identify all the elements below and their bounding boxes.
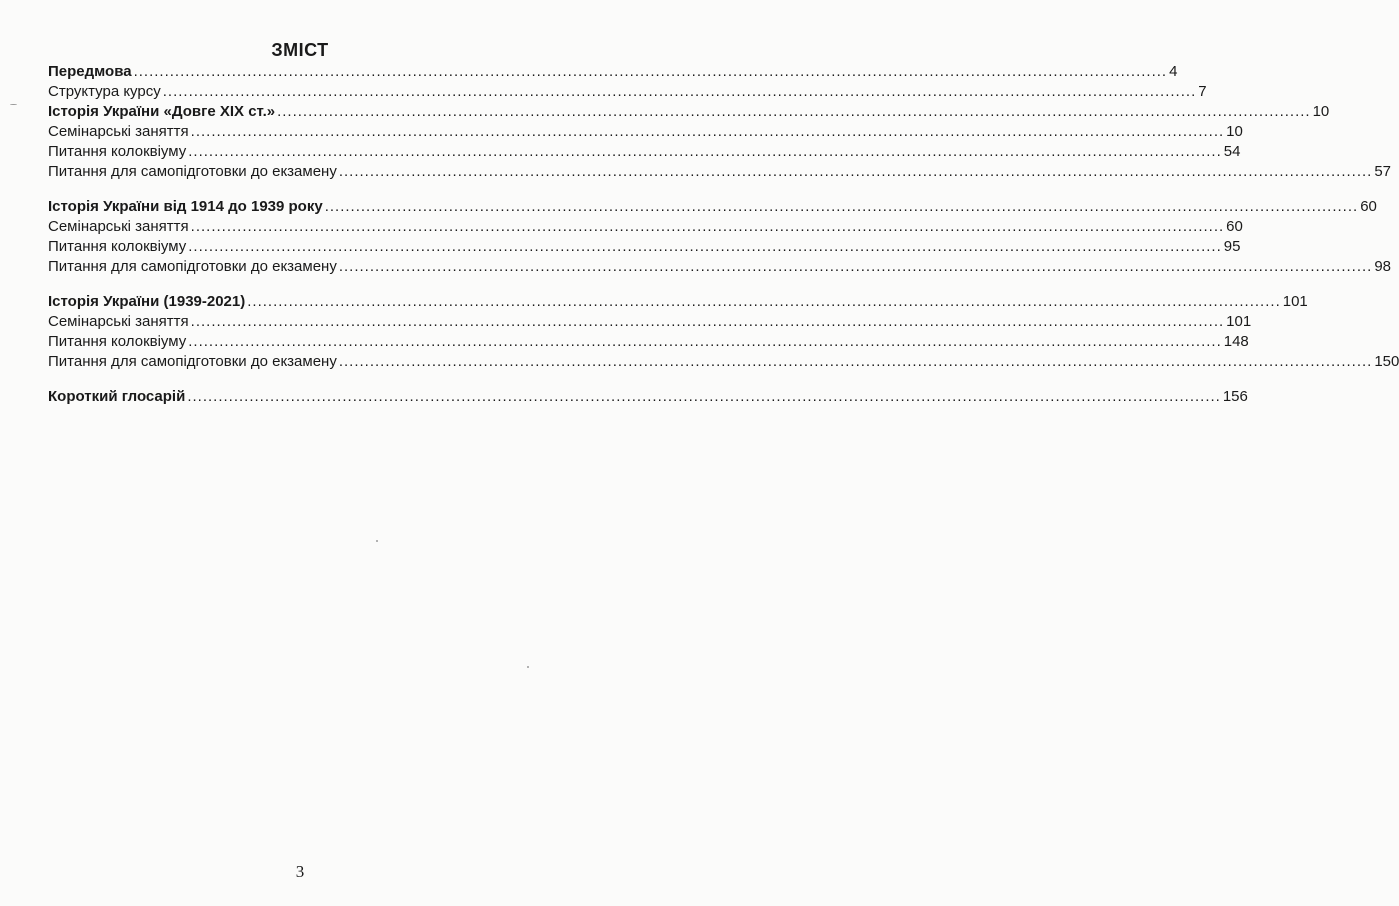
toc-leader-dots: ........................................................................................................................................................................................................ [247, 293, 1281, 310]
toc-entry-section-1 [48, 102, 1330, 122]
toc-entry-page: 95 [1223, 238, 1241, 255]
toc-entry-page: 57 [1374, 163, 1392, 180]
toc-leader-dots: ........................................................................................................................................................................................................ [338, 163, 1373, 180]
toc-leader-dots: ........................................................................................................................................................................................................ [324, 198, 1359, 215]
toc-entry-label: Семінарські заняття [48, 123, 189, 140]
toc-entry-colloquium-3 [48, 332, 1249, 352]
toc-entry-seminars-2 [48, 217, 1243, 237]
toc-leader-dots: ........................................................................................................................................................................................................ [190, 218, 1225, 235]
toc-entry-glossary [48, 387, 1248, 407]
toc-entry-section-3 [48, 292, 1308, 312]
toc-entry-label: Короткий глосарій [48, 388, 186, 405]
toc-entry-page: 150 [1374, 353, 1399, 370]
toc-entry-page: 60 [1226, 218, 1243, 235]
toc-entry-label: Історія України (1939-2021) [48, 293, 246, 310]
toc-entry-label: Історія України від 1914 до 1939 року [48, 198, 323, 215]
toc-entry-preface [48, 62, 1178, 82]
toc-leader-dots: ........................................................................................................................................................................................................ [133, 63, 1168, 80]
table-of-contents [48, 62, 1399, 407]
page-title: ЗМІСТ [271, 40, 329, 60]
toc-entry-seminars-1 [48, 122, 1243, 142]
toc-entry-label: Питання для самопідготовки до екзамену [48, 258, 337, 275]
toc-entry-colloquium-2 [48, 237, 1241, 257]
toc-entry-page: 156 [1222, 388, 1248, 405]
toc-entry-colloquium-1 [48, 142, 1241, 162]
toc-entry-page: 54 [1223, 143, 1241, 160]
toc-entry-page: 101 [1282, 293, 1308, 310]
toc-entry-page: 60 [1360, 198, 1377, 215]
toc-leader-dots: ........................................................................................................................................................................................................ [338, 353, 1373, 370]
toc-entry-exam-prep-2 [48, 257, 1392, 277]
toc-entry-page: 10 [1226, 123, 1243, 140]
toc-entry-page: 10 [1312, 103, 1330, 120]
toc-leader-dots: ........................................................................................................................................................................................................ [190, 313, 1225, 330]
scan-speck [10, 104, 17, 105]
scan-speck [376, 540, 378, 542]
toc-entry-label: Семінарські заняття [48, 313, 189, 330]
toc-entry-section-2 [48, 197, 1377, 217]
toc-entry-label: Передмова [48, 63, 132, 80]
toc-entry-page: 98 [1374, 258, 1392, 275]
toc-entry-seminars-3 [48, 312, 1252, 332]
toc-entry-course-structure [48, 82, 1207, 102]
toc-entry-page: 7 [1198, 83, 1207, 100]
scan-speck [527, 666, 529, 668]
toc-entry-label: Структура курсу [48, 83, 161, 100]
toc-leader-dots: ........................................................................................................................................................................................................ [188, 238, 1222, 255]
toc-entry-label: Питання колоквіуму [48, 143, 187, 160]
toc-entry-exam-prep-3 [48, 352, 1399, 372]
toc-leader-dots: ........................................................................................................................................................................................................ [277, 103, 1311, 120]
toc-entry-label: Питання колоквіуму [48, 333, 187, 350]
toc-entry-page: 4 [1169, 63, 1178, 80]
toc-entry-exam-prep-1 [48, 162, 1392, 182]
toc-leader-dots: ........................................................................................................................................................................................................ [162, 83, 1197, 100]
toc-entry-page: 101 [1226, 313, 1252, 330]
toc-leader-dots: ........................................................................................................................................................................................................ [187, 388, 1221, 405]
toc-entry-label: Історія України «Довге ХІХ ст.» [48, 103, 276, 120]
toc-entry-label: Питання для самопідготовки до екзамену [48, 353, 337, 370]
toc-leader-dots: ........................................................................................................................................................................................................ [190, 123, 1225, 140]
toc-leader-dots: ........................................................................................................................................................................................................ [338, 258, 1373, 275]
page-number: 3 [295, 862, 305, 881]
toc-entry-page: 148 [1223, 333, 1249, 350]
toc-entry-label: Питання для самопідготовки до екзамену [48, 163, 337, 180]
toc-entry-label: Семінарські заняття [48, 218, 189, 235]
toc-leader-dots: ........................................................................................................................................................................................................ [188, 143, 1222, 160]
toc-leader-dots: ........................................................................................................................................................................................................ [188, 333, 1222, 350]
toc-entry-label: Питання колоквіуму [48, 238, 187, 255]
